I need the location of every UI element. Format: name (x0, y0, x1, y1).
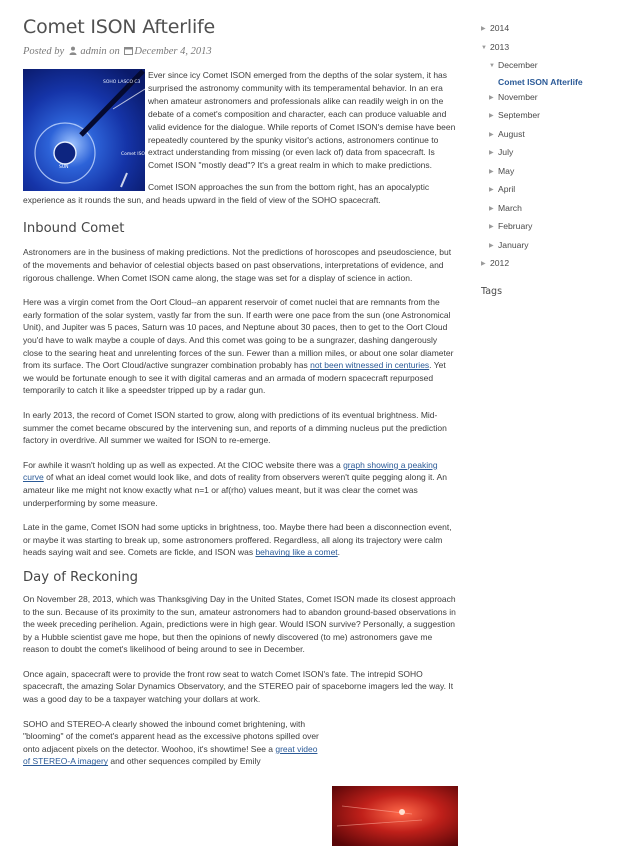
section-heading-reckoning: Day of Reckoning (23, 569, 139, 585)
link-behaving-like-comet[interactable]: behaving like a comet (255, 547, 338, 558)
collapsed-arrow-icon: ▶ (489, 168, 494, 175)
expanded-arrow-icon: ▼ (481, 44, 487, 51)
archive-year-label: 2014 (490, 23, 510, 33)
collapsed-arrow-icon: ▶ (489, 224, 494, 230)
post-date: December 4, 2013 (134, 46, 212, 57)
meta-on: on (109, 46, 120, 57)
post-author[interactable]: admin (80, 46, 107, 57)
archive-month-may[interactable] (481, 163, 621, 182)
archive-month-label: December (498, 60, 538, 70)
expanded-arrow-icon: ▼ (489, 63, 495, 69)
archive-post-link[interactable]: Comet ISON Afterlife (498, 76, 583, 87)
archive-month-label: January (498, 239, 529, 250)
image-caption: Comet ISON approaches the sun from the bottom right, has an apocalyptic experience as it rounds the sun, and heads upward in the field of view of the SOHO spacecraft. (23, 182, 430, 205)
collapsed-arrow-icon: ▶ (489, 94, 494, 101)
link-graph-peaking-curve[interactable]: graph showing a peaking curve (23, 459, 438, 483)
collapsed-arrow-icon: ▶ (489, 131, 494, 138)
post-article (23, 14, 457, 768)
archive-year-2012[interactable] (481, 255, 621, 274)
image-label-sun: SUN (59, 165, 69, 170)
archive-month-label: November (498, 91, 538, 102)
section-heading-inbound: Inbound Comet (23, 221, 125, 237)
paragraph-6: On November 28, 2013, which was Thanksgiving Day in the United States, Comet ISON made its closest approach to the sun. Because of its proximity to the sun, amateur astronomers had to abandon ground-based observations in the week preceding perihelion. Again, predictions were in high gear. Would ISON survive? Personally, a suggestion by a Hubble scientist gave me hope, but then the opinions of newly discovered (to me) astronomers gave me reason to doubt the comet's likelihood of being around to see in December. (23, 593, 456, 655)
archive-month-april[interactable] (481, 181, 621, 200)
collapsed-arrow-icon: ▶ (489, 205, 494, 212)
paragraph-2-text-end: . Yet we would be fortunate enough to see it with digital cameras and an armada of modern spacecraft repurposed temporarily to catch it like a speedster tripped up by a radar gun. (23, 360, 446, 396)
sidebar-archive (481, 20, 621, 297)
user-icon (69, 46, 77, 60)
soho-comet-image (23, 69, 149, 191)
image-label-comet: Comet ISON (121, 152, 149, 157)
link-stereo-a-video[interactable]: great video of STEREO-A imagery (23, 743, 318, 767)
archive-month-august[interactable] (481, 126, 621, 145)
archive-month-label: August (498, 128, 525, 139)
paragraph-8-text: SOHO and STEREO-A clearly showed the inbound comet brightening, with "blooming" of the comet's apparent head as the excessive photons spilled over onto adjacent pixels on the detector. Woohoo, it's showtime! See a (23, 718, 319, 754)
paragraph-4-text: For awhile it wasn't holding up as well as expected. At the CIOC website there was a (23, 459, 344, 470)
paragraph-4 (23, 459, 457, 509)
image-label-soho: SOHO LASCO C3 (103, 80, 141, 85)
paragraph-1: Astronomers are in the business of making predictions. Not the predictions of horoscopes and pseudoscience, but of the movements and behavior of celestial objects based on past observations, interpretations of evidence, and rigorous challenge. When Comet ISON came along, the stage was set for a display of science in action. (23, 247, 452, 283)
archive-year-2014[interactable] (481, 20, 621, 39)
archive-post-item[interactable] (481, 76, 621, 89)
calendar-icon (124, 46, 133, 60)
archive-month-label: April (498, 184, 516, 194)
archive-month-label: May (498, 165, 515, 176)
paragraph-3: In early 2013, the record of Comet ISON started to grow, along with predictions of its eventual brightness. Mid-summer the comet became obscured by the intervening sun, and reports of a dimming nucleus put the prediction factory in overdrive. All summer we waited for ISON to re-emerge. (23, 409, 447, 446)
collapsed-arrow-icon: ▶ (489, 113, 494, 119)
collapsed-arrow-icon: ▶ (481, 261, 486, 267)
archive-month-july[interactable] (481, 144, 621, 163)
archive-month-label: March (498, 202, 522, 213)
post-title: Comet ISON Afterlife (23, 16, 216, 38)
post-meta (23, 45, 457, 59)
archive-tree (481, 20, 621, 274)
archive-month-label: July (498, 147, 514, 157)
collapsed-arrow-icon: ▶ (489, 150, 494, 156)
archive-month-january[interactable] (481, 237, 621, 256)
archive-year-label: 2012 (490, 258, 510, 268)
link-not-witnessed[interactable]: not been witnessed in centuries (310, 360, 430, 371)
archive-year-label: 2013 (490, 41, 510, 52)
stereo-sun-image (332, 786, 458, 846)
collapsed-arrow-icon: ▶ (489, 242, 494, 249)
archive-month-label: February (498, 221, 533, 231)
paragraph-2 (23, 296, 457, 397)
archive-month-september[interactable] (481, 107, 621, 126)
archive-month-label: September (498, 110, 541, 120)
paragraph-8-text-end: and other sequences compiled by Emily (108, 756, 261, 767)
meta-posted-by: Posted by (23, 46, 65, 57)
intro-paragraph: Ever since icy Comet ISON emerged from the depths of the solar system, it has surprised the astronomy community with its temperamental behavior. In an era when amateur astronomers and professionals alike can readily weigh in on the debate of a comet's composition and character, each can produce valuable and valid evidence for the dialogue. While reports of Comet ISON's demise have been repeatedly countered by the spunky visitor's actions, astronomers continue to extract understanding from missing (or even lack of) data from spacecraft. Is Comet ISON "mostly dead"? It's a great realm in which to make predictions. (148, 70, 456, 171)
paragraph-5-text: Late in the game, Comet ISON had some upticks in brightness, too. Maybe there had been a disconnection event, or maybe it was starting to break up, some astronomers proffered. Regardless, all along its trajectory were calm heads saying wait and see. Comets are fickle, and ISON was (23, 522, 452, 558)
archive-month-february[interactable] (481, 218, 621, 237)
paragraph-5-text-end: . (337, 547, 341, 558)
paragraph-7: Once again, spacecraft were to provide the front row seat to watch Comet ISON's fate. The intrepid SOHO spacecraft, the amazing Solar Dynamics Observatory, and the STEREO pair of spaceborne imagers led the way. It was a good day to be a taxpayer watching your dollars at work. (23, 668, 454, 705)
paragraph-8 (23, 718, 325, 768)
paragraph-5 (23, 521, 457, 559)
archive-month-march[interactable] (481, 200, 621, 219)
archive-year-2013[interactable] (481, 39, 621, 58)
paragraph-4-text-end: of what an ideal comet would look like, and dots of reality from observers weren't quite pegging along it. An amateur like me might not know exactly what n=1 or af(rho) values meant, but it was clear the comet was underperforming by some measure. (23, 472, 448, 508)
tags-heading: Tags (481, 285, 503, 297)
collapsed-arrow-icon: ▶ (489, 187, 494, 193)
collapsed-arrow-icon: ▶ (481, 26, 486, 32)
archive-month-december[interactable] (481, 57, 621, 76)
intro-block (23, 69, 457, 172)
archive-month-november[interactable] (481, 89, 621, 108)
paragraph-2-text: Here was a virgin comet from the Oort Cloud--an apparent reservoir of comet nuclei that are remnants from the early formation of the solar system, vastly far from the sun. If earth were one pace from the sun (one Astronomical Unit), and Jupiter was 5 paces, Saturn was 10 paces, and Neptune about 30 paces, then to get to the Oort Cloud you'd have to walk maybe a couple of days. And this comet was going to be a sungrazer, dashing dangerously close to the searing heat and unrelenting forces of the sun. Fewer than a million miles, or about one solar diameter from its surface. The Oort Cloud/active sungrazer combination probably has (23, 297, 454, 371)
